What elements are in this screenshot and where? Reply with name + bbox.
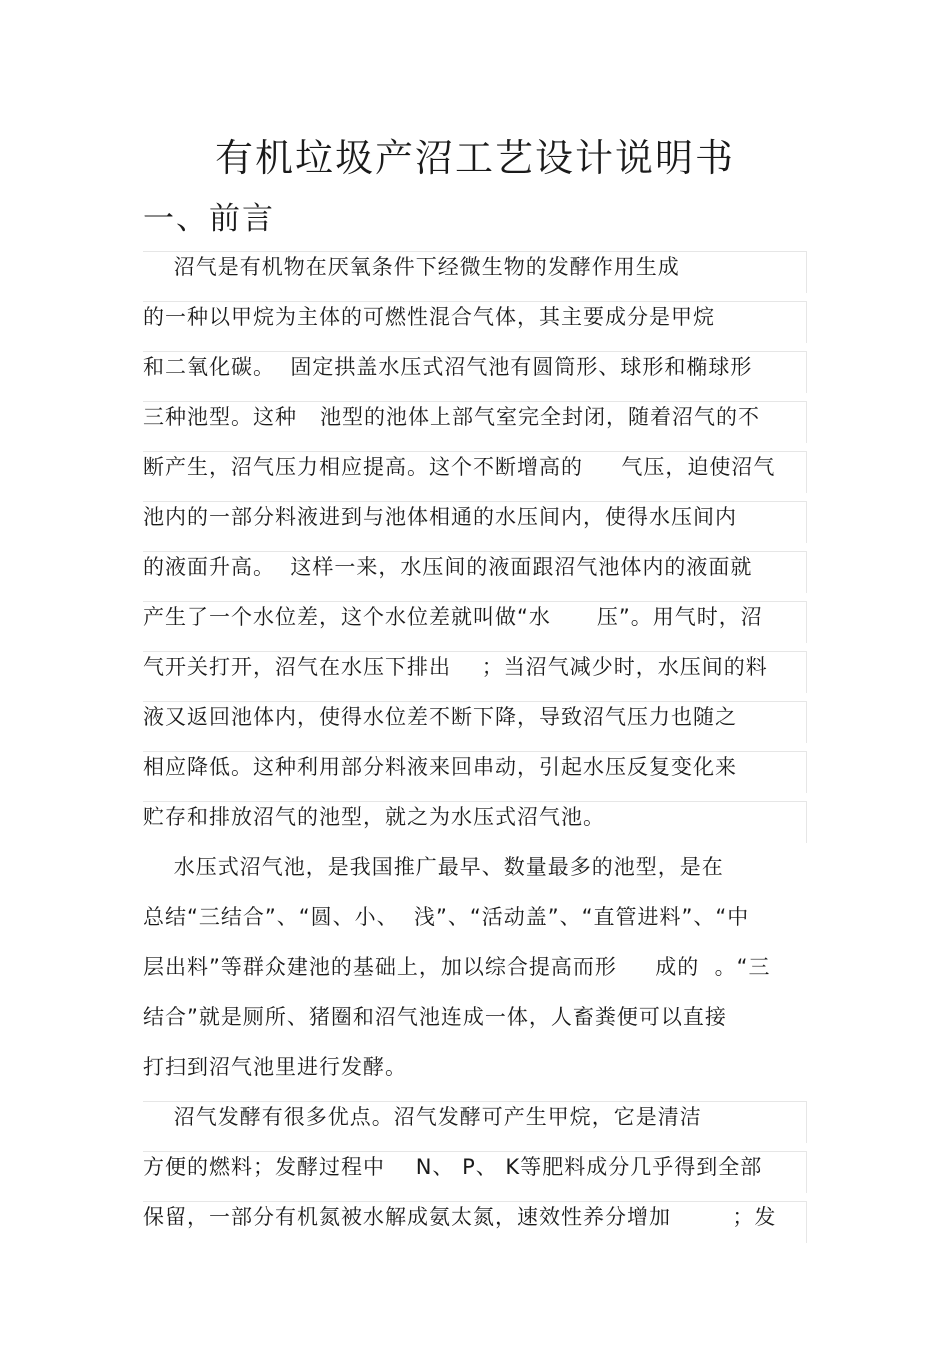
text-line: 打扫到沼气池里进行发酵。 [143, 1055, 407, 1079]
text-line: 的液面升高。 这样一来，水压间的液面跟沼气池体内的液面就 [143, 548, 807, 598]
text-line: 断产生，沼气压力相应提高。这个不断增高的 气压，迫使沼气 [143, 448, 807, 498]
document-title: 有机垃圾产沼工艺设计说明书 [214, 136, 735, 180]
text-line: 相应降低。这种利用部分料液来回串动，引起水压反复变化来 [143, 748, 807, 798]
text-line: 沼气发酵有很多优点。沼气发酵可产生甲烷，它是清洁 [143, 1098, 807, 1148]
text-line: 池内的一部分料液进到与池体相通的水压间内，使得水压间内 [143, 498, 807, 548]
text-line: 水压式沼气池，是我国推广最早、数量最多的池型，是在 [143, 855, 724, 879]
text-line: 结合”就是厕所、猪圈和沼气池连成一体，人畜粪便可以直接 [143, 1005, 727, 1029]
text-line: 层出料”等群众建池的基础上，加以综合提高而形 成的 。“三 [143, 955, 771, 979]
text-line: 气开关打开，沼气在水压下排出 ；当沼气减少时，水压间的料 [143, 648, 807, 698]
text-line: 沼气是有机物在厌氧条件下经微生物的发酵作用生成 [143, 248, 807, 298]
text-line: 液又返回池体内，使得水位差不断下降，导致沼气压力也随之 [143, 698, 807, 748]
text-line: 和二氧化碳。 固定拱盖水压式沼气池有圆筒形、球形和椭球形 [143, 348, 807, 398]
section-heading: 一、前言 [143, 201, 275, 237]
document-body [143, 248, 807, 1248]
text-line: 的一种以甲烷为主体的可燃性混合气体，其主要成分是甲烷 [143, 298, 807, 348]
text-line: 总结“三结合”、“圆、小、 浅”、“活动盖”、“直管进料”、“中 [143, 905, 750, 929]
text-line: 保留，一部分有机氮被水解成氨太氮，速效性养分增加 ；发 [143, 1198, 807, 1248]
text-line: 方便的燃料；发酵过程中 N、 P、 K等肥料成分几乎得到全部 [143, 1148, 807, 1198]
text-line: 产生了一个水位差，这个水位差就叫做“水 压”。用气时，沼 [143, 598, 807, 648]
text-line: 三种池型。这种 池型的池体上部气室完全封闭，随着沼气的不 [143, 398, 807, 448]
text-line: 贮存和排放沼气的池型，就之为水压式沼气池。 [143, 798, 807, 848]
